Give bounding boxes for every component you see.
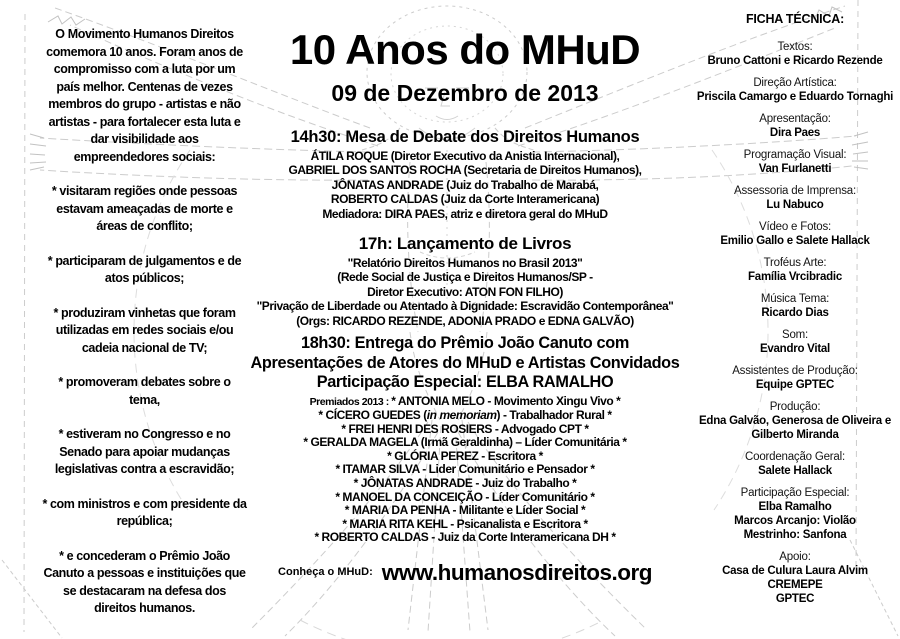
credit-label: Coordenação Geral: bbox=[745, 451, 845, 463]
credit-label: Troféus Arte: bbox=[763, 257, 827, 269]
premio-line: * GERALDA MAGELA (Irmã Geraldinha) – Líder Comunitária * bbox=[303, 435, 627, 450]
credit-value: Dira Paes bbox=[769, 127, 821, 139]
credit-value: Emilio Gallo e Salete Hallack bbox=[720, 235, 870, 247]
premio-line: * MARIA DA PENHA - Militante e Líder Social * bbox=[344, 503, 586, 518]
website-label: Conheça o MHuD: bbox=[278, 566, 373, 578]
credit-value: Mestrinho: Sanfona bbox=[743, 529, 847, 541]
credit-entry bbox=[695, 364, 895, 392]
about-bullet: * participaram de julgamentos e de atos públicos; bbox=[47, 253, 242, 285]
livros-line: (Rede Social de Justiça e Direitos Humanos/SP - bbox=[337, 270, 593, 285]
text-segment: ) - Trabalhador Rural * bbox=[496, 408, 612, 423]
premio-line: * JÔNATAS ANDRADE - Juiz do Trabalho * bbox=[353, 476, 577, 491]
premio-line bbox=[240, 395, 690, 410]
section-debate bbox=[240, 127, 690, 221]
debate-line: ROBERTO CALDAS (Juiz da Corte Interamericana) bbox=[330, 192, 600, 207]
about-bullet: * e concederam o Prêmio João Canuto a pessoas e instituições que se destacaram na defesa dos direitos humanos. bbox=[43, 548, 246, 615]
premio-line: * MARIA RITA KEHL - Psicanalista e Escritora * bbox=[342, 516, 588, 531]
debate-line: ÁTILA ROQUE (Diretor Executivo da Anistia Internacional), bbox=[310, 149, 620, 163]
credit-entry bbox=[695, 220, 895, 248]
text-segment: * ANTONIA MELO - Movimento Xingu Vivo * bbox=[391, 393, 621, 408]
website-url: www.humanosdireitos.org bbox=[381, 560, 652, 585]
about-column bbox=[42, 26, 247, 635]
premio-header-line: Participação Especial: ELBA RAMALHO bbox=[316, 373, 614, 391]
credit-label: Direção Artística: bbox=[753, 77, 837, 89]
text-segment: Premiados 2013 : bbox=[309, 395, 392, 408]
credit-value: Edna Galvão, Generosa de Oliveira e bbox=[699, 415, 891, 427]
debate-line: GABRIEL DOS SANTOS ROCHA (Secretaria de Direitos Humanos), bbox=[288, 163, 642, 178]
credit-label: Participação Especial: bbox=[740, 487, 850, 499]
credit-value: Gilberto Miranda bbox=[751, 429, 839, 441]
debate-line: Mediadora: DIRA PAES, atriz e diretora geral do MHuD bbox=[322, 206, 608, 221]
premio-line: * FREI HENRI DES ROSIERS - Advogado CPT * bbox=[341, 421, 589, 436]
credit-label: Assessoria de Imprensa: bbox=[734, 185, 856, 197]
credit-entry bbox=[695, 550, 895, 606]
credit-value: Ricardo Dias bbox=[761, 307, 829, 319]
about-bullet: * promoveram debates sobre o tema, bbox=[58, 375, 231, 407]
credit-label: Textos: bbox=[777, 41, 813, 53]
livros-line: "Relatório Direitos Humanos no Brasil 2013" bbox=[347, 256, 583, 270]
credit-value: Família Vrcibradic bbox=[748, 271, 842, 283]
section-premio-headers bbox=[240, 334, 690, 393]
livros-line: "Privação de Liberdade ou Atentado à Dignidade: Escravidão Contemporânea" bbox=[256, 299, 674, 314]
section-livros-header: 17h: Lançamento de Livros bbox=[358, 234, 572, 253]
credit-label: Programação Visual: bbox=[743, 149, 847, 161]
premio-header-line: 18h30: Entrega do Prêmio João Canuto com bbox=[301, 334, 629, 352]
section-livros bbox=[240, 233, 690, 328]
credit-entry bbox=[695, 76, 895, 104]
credit-value: Salete Hallack bbox=[758, 465, 832, 477]
credit-value: Equipe GPTEC bbox=[755, 379, 835, 391]
credit-entry bbox=[695, 328, 895, 356]
credit-label: Apresentação: bbox=[759, 113, 831, 125]
credit-entry bbox=[695, 148, 895, 176]
section-premio bbox=[240, 334, 690, 545]
about-bullet: * com ministros e com presidente da república; bbox=[42, 496, 247, 528]
credit-value: Evandro Vital bbox=[759, 343, 831, 355]
credit-entry bbox=[695, 184, 895, 212]
credit-entry bbox=[695, 256, 895, 284]
credit-value: Lu Nabuco bbox=[766, 199, 824, 211]
credit-entry bbox=[695, 400, 895, 442]
premio-line: * MANOEL DA CONCEIÇÃO - Líder Comunitário * bbox=[335, 489, 595, 504]
credit-value: Bruno Cattoni e Ricardo Rezende bbox=[707, 55, 883, 67]
credit-label: Música Tema: bbox=[760, 293, 830, 305]
credit-value: Marcos Arcanjo: Violão bbox=[734, 515, 856, 527]
credit-value: Casa de Culura Laura Alvim bbox=[722, 565, 868, 577]
about-bullet: * estiveram no Congresso e no Senado para apoiar mudanças legislativas contra a escravidão; bbox=[54, 427, 235, 476]
premio-line: * ROBERTO CALDAS - Juiz da Corte Interamericana DH * bbox=[314, 530, 616, 545]
credit-label: Som: bbox=[781, 329, 809, 341]
credit-value: Elba Ramalho bbox=[758, 501, 832, 513]
credit-value: Priscila Camargo e Eduardo Tornaghi bbox=[696, 91, 894, 103]
text-segment: in memoriam bbox=[426, 408, 497, 423]
credit-list bbox=[695, 40, 895, 606]
ficha-tecnica-header: FICHA TÉCNICA: bbox=[745, 12, 845, 26]
livros-line: (Orgs: RICARDO REZENDE, ADONIA PRADO e EDNA GALVÃO) bbox=[296, 313, 634, 328]
credit-label: Assistentes de Produção: bbox=[732, 365, 858, 377]
credit-label: Apoio: bbox=[779, 551, 811, 563]
credit-value: CREMEPE bbox=[767, 579, 823, 591]
section-livros-lines bbox=[240, 256, 690, 328]
about-bullet: * visitaram regiões onde pessoas estavam ameaçadas de morte e áreas de conflito; bbox=[51, 184, 238, 233]
credit-entry bbox=[695, 112, 895, 140]
about-intro: O Movimento Humanos Direitos comemora 10 anos. Foram anos de compromisso com a luta por um país melhor. Centenas de vezes membros do grupo - artistas e não artistas - para fortalecer esta luta e dar visibilidade aos empreendedores sociais: bbox=[46, 27, 243, 164]
event-date: 09 de Dezembro de 2013 bbox=[331, 80, 599, 106]
premio-header-line: Apresentações de Atores do MHuD e Artistas Convidados bbox=[250, 353, 680, 372]
credit-entry bbox=[695, 292, 895, 320]
premio-line: * ITAMAR SILVA - Lider Comunitário e Pensador * bbox=[335, 462, 595, 477]
premio-line bbox=[240, 409, 690, 423]
credit-label: Vídeo e Fotos: bbox=[759, 221, 831, 233]
website-footer bbox=[240, 560, 690, 586]
section-debate-lines bbox=[240, 149, 690, 221]
credit-value: GPTEC bbox=[775, 593, 815, 605]
debate-line: JÔNATAS ANDRADE (Juiz do Trabalho de Marabá, bbox=[331, 177, 599, 192]
text-segment: * CÍCERO GUEDES ( bbox=[318, 408, 427, 423]
about-bullet: * produziram vinhetas que foram utilizadas em redes sociais e/ou cadeia nacional de TV; bbox=[53, 305, 236, 355]
about-bullet-list bbox=[42, 183, 247, 618]
livros-line: Diretor Executivo: ATON FON FILHO) bbox=[367, 284, 563, 299]
premio-line: * GLÓRIA PEREZ - Escritora * bbox=[387, 448, 543, 463]
program-column bbox=[240, 0, 690, 639]
credit-label: Produção: bbox=[769, 401, 821, 413]
credit-entry bbox=[695, 450, 895, 478]
ficha-tecnica-column bbox=[695, 12, 895, 606]
credit-entry bbox=[695, 486, 895, 542]
credit-value: Van Furlanetti bbox=[758, 163, 832, 175]
page-title: 10 Anos do MHuD bbox=[289, 26, 641, 73]
section-premio-lines bbox=[240, 395, 690, 546]
credit-entry bbox=[695, 40, 895, 68]
section-debate-header: 14h30: Mesa de Debate dos Direitos Humanos bbox=[290, 128, 640, 146]
